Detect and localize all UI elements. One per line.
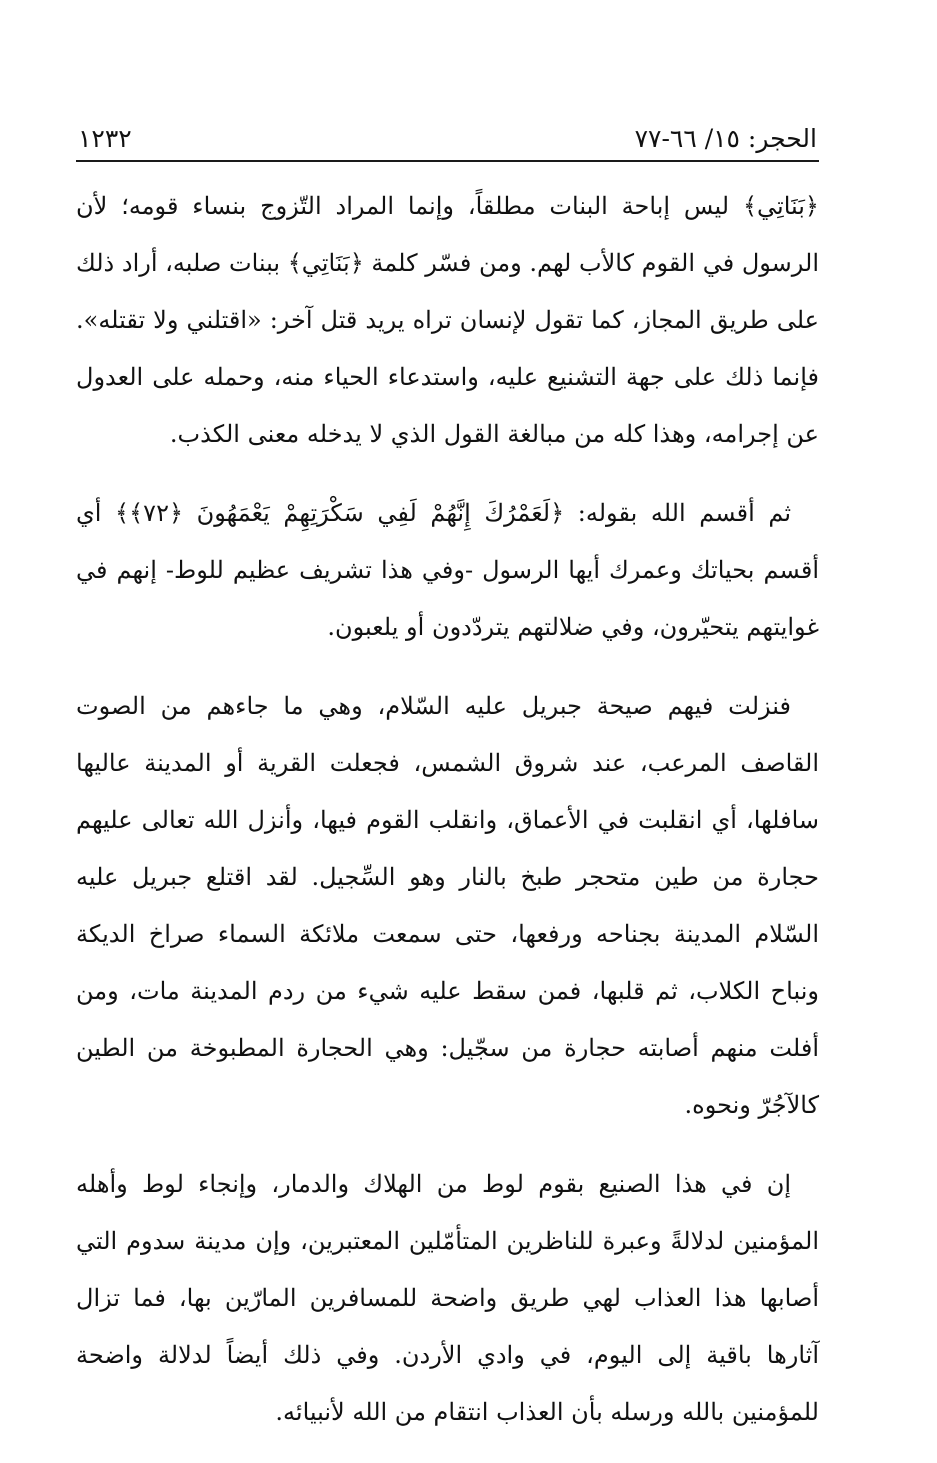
header-divider — [76, 160, 819, 162]
running-title: الحجر: ١٥/ ٦٦-٧٧ — [634, 124, 817, 153]
paragraph-3: فنزلت فيهم صيحة جبريل عليه السّلام، وهي ما جاءهم من الصوت القاصف المرعب، عند شروق الشمس، فجعلت القرية أو المدينة عاليها سافلها، أي انقلبت في الأعماق، وانقلب القوم فيها، وأنزل الله تعالى عليهم حجارة من طين متحجر طبخ بالنار وهو السِّجيل. لقد اقتلع جبريل عليه السّلام المدينة بجناحه ورفعها، حتى سمعت ملائكة السماء صراخ الديكة ونباح الكلاب، ثم قلبها، فمن سقط عليه شيء من ردم المدينة مات، ومن أفلت منهم أصابته حجارة من سجّيل: وهي الحجارة المطبوخة من الطين كالآجُرّ ونحوه. — [76, 692, 820, 1119]
page-number: ١٢٣٢ — [78, 124, 132, 153]
paragraph-1: ﴿بَنَاتِي﴾ ليس إباحة البنات مطلقاً، وإنما المراد التّزوج بنساء قومه؛ لأن الرسول في القوم كالأب لهم. ومن فسّر كلمة ﴿بَنَاتِي﴾ ببنات صلبه، أراد ذلك على طريق المجاز، كما تقول لإنسان تراه يريد قتل آخر: «اقتلني ولا تقتله». فإنما ذلك على جهة التشنيع عليه، واستدعاء الحياء منه، وحمله على العدول عن إجرامه، وهذا كله من مبالغة القول الذي لا يدخله معنى الكذب. — [76, 192, 819, 448]
paragraph-4: إن في هذا الصنيع بقوم لوط من الهلاك والدمار، وإنجاء لوط وأهله المؤمنين لدلالةً وعبرة للناظرين المتأمّلين المعتبرين، وإن مدينة سدوم التي أصابها هذا العذاب لهي طريق واضحة للمسافرين المارّين بها، فما تزال آثارها باقية إلى اليوم، في وادي الأردن. وفي ذلك أيضاً لدلالة واضحة للمؤمنين بالله ورسله بأن العذاب انتقام من الله لأنبيائه. — [76, 1170, 819, 1426]
page-body — [76, 178, 819, 1463]
page-header — [78, 122, 817, 156]
paragraph-2: ثم أقسم الله بقوله: ﴿لَعَمْرُكَ إِنَّهُمْ لَفِي سَكْرَتِهِمْ يَعْمَهُونَ ﴿٧٢﴾﴾ أي أقسم بحياتك وعمرك أيها الرسول -وفي هذا تشريف عظيم للوط- إنهم في غوايتهم يتحيّرون، وفي ضلالتهم يتردّدون أو يلعبون. — [76, 499, 819, 641]
